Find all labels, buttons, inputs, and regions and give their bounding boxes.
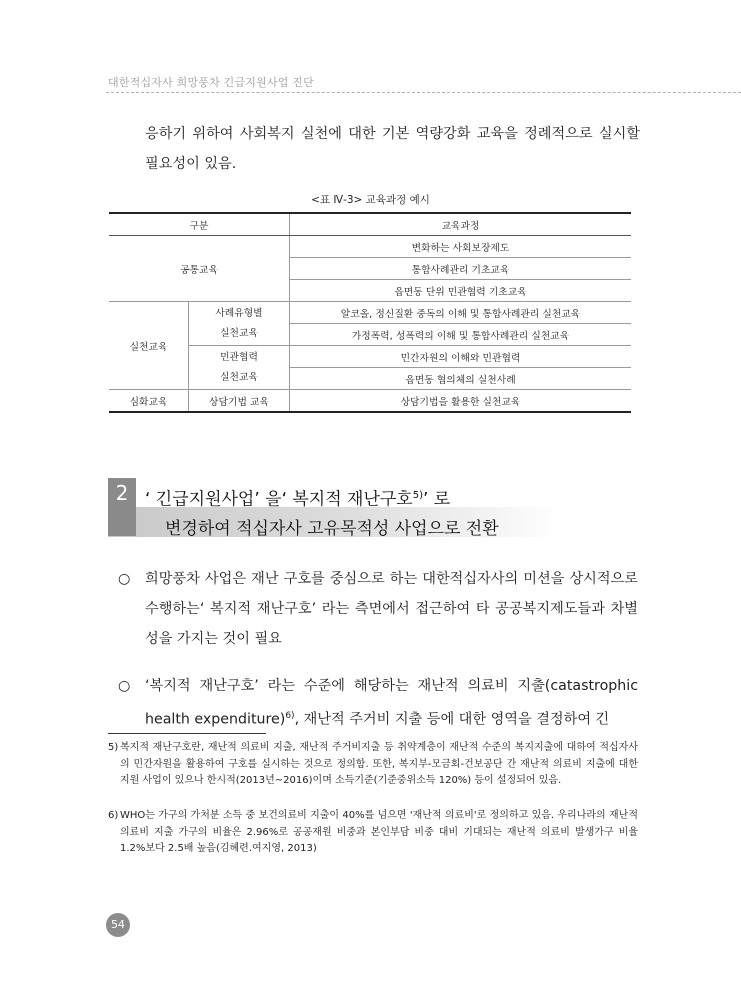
course-cell: 알코올, 정신질환 중독의 이해 및 통합사례관리 실천교육 [290,302,632,324]
footnote [108,808,638,858]
subcategory-line: 실천교육 [220,327,258,339]
bullet-text: 희망풍차 사업은 재난 구호를 중심으로 하는 대한적십자사의 미션을 상시적으로 수행하는‘ 복지적 재난구호’ 라는 측면에서 접근하여 타 공공복지제도들과 차별성을 가지는 것이 필요 [145,571,638,647]
subcategory-line: 민관협력 [220,351,258,363]
category-cell-common: 공통교육 [109,236,290,302]
table-header-course: 교육과정 [290,213,632,236]
subcategory-line: 사례유형별 [215,307,263,319]
section-title-line1: ‘ 긴급지원사업’ 을‘ 복지적 재난구호 [145,489,413,510]
course-cell: 민간자원의 이해와 민관협력 [290,346,632,368]
course-cell: 읍면동 단위 민관협력 기초교육 [290,280,632,302]
footnote-number: 6) [108,810,119,821]
footnote-ref: 5) [412,490,423,501]
bullet-paragraph [118,564,638,654]
course-cell: 통합사례관리 기초교육 [290,258,632,280]
footnote [108,740,638,790]
footnote-divider [108,733,266,734]
footnote-number: 5) [108,742,119,753]
subcategory-cell [189,302,290,346]
bullet-paragraph [118,671,638,735]
course-cell: 변화하는 사회보장제도 [290,236,632,258]
table-row [109,390,631,413]
bullet-text-part: , 재난적 주거비 지출 등에 대한 영역을 결정하여 긴 [294,711,610,728]
category-cell-practice: 실천교육 [109,302,189,390]
course-cell: 읍면동 협의체의 실천사례 [290,368,632,390]
section-title-line1-end: ’ 로 [423,489,451,510]
footnote-ref: 6) [285,711,295,721]
circle-bullet-icon: ○ [118,571,131,587]
bullet-text [145,671,638,735]
course-cell: 상담기법을 활용한 실천교육 [290,390,632,413]
subcategory-cell: 상담기법 교육 [189,390,290,413]
page-number-badge: 54 [106,913,130,937]
course-cell: 가정폭력, 성폭력의 이해 및 통합사례관리 실천교육 [290,324,632,346]
circle-bullet-icon: ○ [118,678,131,694]
running-head: 대한적십자사 희망풍차 긴급지원사업 진단 [108,76,314,89]
subcategory-cell [189,346,290,390]
section-heading [145,481,499,544]
table-row [109,302,631,324]
bullet-text-part: ‘복지적 재난구호’ 라는 수준에 해당하는 재난적 의료비 지출(catastrophic health expenditure) [145,678,638,728]
table-header-row [109,213,631,236]
footnote-text: WHO는 가구의 가처분 소득 중 보건의료비 지출이 40%를 넘으면 '재난적 의료비'로 정의하고 있음. 우리나라의 재난적 의료비 지출 가구의 비율은 2.96%로 공공재원 비중과 본인부담 비중 대비 기대되는 재난적 의료비 발생가구 비율 1.2%보다 2.5배 높음(김혜련.여지영, 2013) [120,810,638,855]
section-number-badge: 2 [108,478,136,536]
subcategory-line: 실천교육 [220,371,258,383]
table-caption: <표 Ⅳ-3> 교육과정 예시 [311,194,430,206]
table-header-category: 구분 [109,213,290,236]
table-row [109,236,631,258]
category-cell-advanced: 심화교육 [109,390,189,413]
intro-paragraph: 응하기 위하여 사회복지 실천에 대한 기본 역량강화 교육을 정례적으로 실시할 필요성이 있음. [145,126,640,172]
footnote-text: 복지적 재난구호란, 재난적 의료비 지출, 재난적 주거비지출 등 취약계층이 재난적 수준의 복지지출에 대하여 적십자사의 민간자원을 활용하여 구호를 실시하는 것으로 정의함. 또한, 복지부-모금회-건보공단 간 재난적 의료비 지출에 대한 지원 사업이 있으나 한시적(2013년~2016)이며 소득기준(기준중위소득 120%) 등이 설정되어 있음. [120,742,638,787]
curriculum-table [109,212,631,413]
section-title-line2: 변경하여 적십자사 고유목적성 사업으로 전환 [165,518,499,539]
header-divider [106,92,741,93]
